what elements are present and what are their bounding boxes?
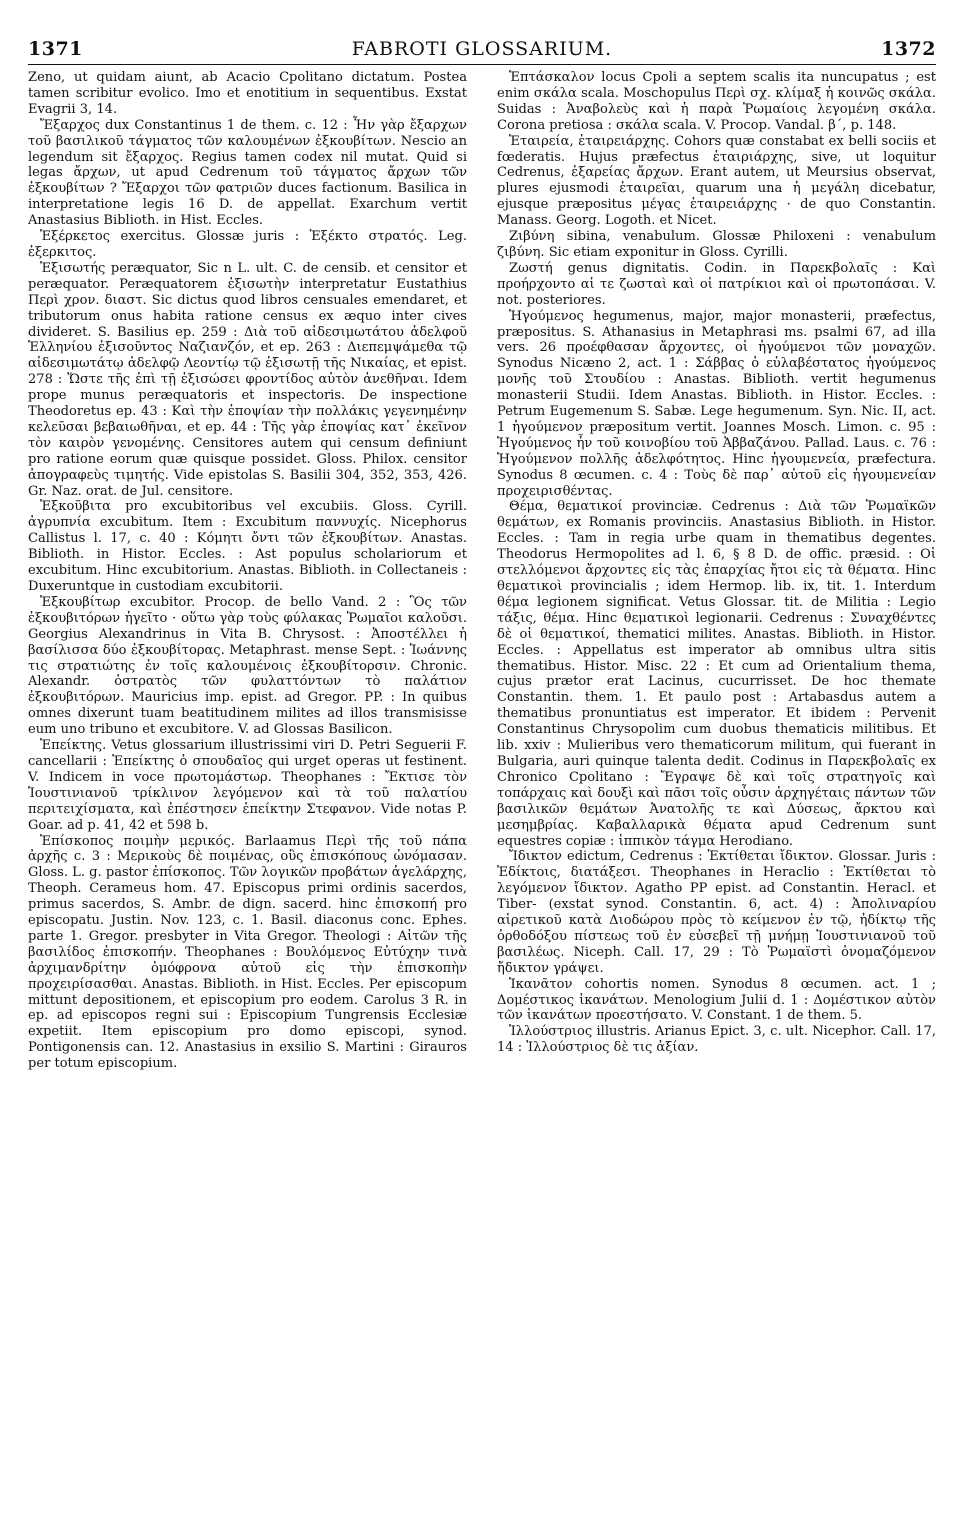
running-title: FABROTI GLOSSARIUM. [351,38,613,60]
page-number-left: 1371 [28,38,83,60]
entry-paragraph: Ἑταιρεία, ἑταιρειάρχης. Cohors quæ constabat ex belli sociis et fœderatis. Hujus præfectus ἑταιριάρχης, sive, ut loquitur Cedrenus, ἐξαρείας ἄρχων. Erant autem, ut Meursius observat, plures ejusmodi ἑταιρεῖαι, quarum una ἡ μεγάλη dicebatur, ejusque præpositus μέγας ἑταιρειάρχης · de quo Constantin. Manass. Georg. Logoth. et Nicet. [497,133,936,229]
right-column [497,70,936,1526]
entry-paragraph: Ἰλλούστριος illustris. Arianus Epict. 3, c. ult. Nicephor. Call. 17, 14 : Ἰλλούστριος δὲ τις ἀξίαν. [497,1024,936,1056]
page-header [28,26,936,65]
page-number-right: 1372 [881,38,936,60]
entry-paragraph: Ζωστή genus dignitatis. Codin. in Παρεκβολαῖς : Καὶ προήρχοντο αἱ τε ζωσταὶ καὶ οἱ πατρίκιοι καὶ οἱ πρωτοπάσαι. V. not. posteriores. [497,260,936,308]
entry-paragraph: Ἐπείκτης. Vetus glossarium illustrissimi viri D. Petri Seguerii F. cancellarii : Ἐπείκτης ὁ σπουδαῖος qui urget operas ut festinent. V. Indicem in voce πρωτομάστωρ. Theophanes : Ἔκτισε τὸν Ἰουστινιανοῦ τρίκλινον λεγόμενον καὶ τὰ τοῦ παλατίου περιτειχίσματα, καὶ ἐπέστησεν ἐπείκτην Στεφανον. Vide notas P. Goar. ad p. 41, 42 et 598 b. [28,738,467,833]
entry-paragraph: Ἐξκοῦβιτα pro excubitoribus vel excubiis. Gloss. Cyrill. ἀγρυπνία excubitum. Item : Excubitum παννυχίς. Nicephorus Callistus l. 17, c. 40 : Κόμητι ὄντι τῶν ἐξκουβίτων. Anastas. Biblioth. in Histor. Eccles. : Ast populus scholariorum et excubitum. Hinc excubitorium. Anastas. Biblioth. in Collectaneis : Duxeruntque in custodiam excubitorii. [28,499,467,594]
entry-paragraph: Ἡγούμενος hegumenus, major, major monasterii, præfectus, præpositus. S. Athanasius in Metaphrasi ms. psalmi 67, ad illa vers. 26 προέφθασαν ἄρχοντες, οἱ ἡγούμενοι τῶν μοναχῶν. Synodus Nicæno 2, act. 1 : Σάββας ὁ εὐλαβέστατος ἡγούμενος μονῆς τοῦ Στουδίου : Anastas. Biblioth. vertit hegumenus monasterii Studii. Idem Anastas. Biblioth. in Histor. Eccles. : Petrum Eugemenum S. Sabæ. Lege hegumenum. Syn. Nic. II, act. 1 ἡγούμενον præpositum vertit. Joannes Mosch. Limon. c. 95 : Ἡγούμενος ἦν τοῦ κοινοβίου τοῦ Ἀββαζάνου. Pallad. Laus. c. 76 : Ἡγούμενον πολλῆς ἀδελφότητος. Hinc ἡγουμενεία, præfectura. Synodus 8 œcumen. c. 4 : Τοὺς δὲ παρ᾽ αὐτοῦ εἰς ἡγουμενείαν προχειρισθέντας. [497,308,936,499]
entry-paragraph: Ἐξκουβίτωρ excubitor. Procop. de bello Vand. 2 : Ὃς τῶν ἐξκουβιτόρων ἡγεῖτο · οὕτω γὰρ τοὺς φύλακας Ῥωμαῖοι καλοῦσι. Georgius Alexandrinus in Vita B. Chrysost. : Ἀποστέλλει ἡ βασίλισσα δύο ἐξκουβίτορας. Metaphrast. mense Sept. : Ἰωάννης τις στρατιώτης ἐν τοῖς καλουμένοις ἐξκουβίτορσιν. Chronic. Alexandr. ὀστρατὸς τῶν φυλαττόντων τὸ παλάτιον ἐξκουβιτόρων. Mauricius imp. epist. ad Gregor. PP. : In quibus omnes dixerunt tuam beatitudinem milites ad illos transmisisse eum uno tribuno et excubitore. V. ad Glossas Basilicon. [28,594,467,738]
entry-paragraph: Ζιβύνη sibina, venabulum. Glossæ Philoxeni : venabulum ζιβύνη. Sic etiam exponitur in Gloss. Cyrilli. [497,229,936,260]
entry-paragraph: Ἐξισωτής peræquator, Sic n L. ult. C. de censib. et censitor et peræquator. Peræquatorem ἐξισωτὴν interpretatur Eustathius Περὶ χρον. διαστ. Sic dictus quod libros censuales emendaret, et tributorum onus habita ratione census ex æquo inter cives divideret. S. Basilius ep. 259 : Διὰ τοῦ αἰδεσιμωτάτου ἀδελφοῦ Ἑλληνίου ἐξισοῦντος Ναζιανζόν, et ep. 263 : Διεπεμψάμεθα τῷ αἰδεσιμωτάτῳ ἀδελφῷ Λεοντίῳ τῷ ἐξισωτῇ τῆς Νικαίας, et epist. 278 : Ὥστε τῆς ἐπὶ τῇ ἐξισώσει φροντίδος αὐτὸν ἀνεθῆναι. Idem prope munus peræquatoris et inspectoris. De inspectione Theodoretus ep. 43 : Καὶ τὴν ἐποψίαν τὴν πολλάκις γεγενημένην κελεῦσαι βεβαιωθῆναι, et ep. 44 : Τῆς γὰρ ἐποψίας κατ᾽ ἐκεῖνον τὸν καιρὸν γενομένης. Censitores autem qui censum definiunt pro ratione eorum quæ quisque possidet. Gloss. Philox. censitor ἀπογραφεὺς τιμητής. Vide epistolas S. Basilii 304, 352, 353, 426. Gr. Naz. orat. de Jul. censitore. [28,260,467,499]
entry-paragraph: Ἴδικτον edictum, Cedrenus : Ἐκτίθεται ἴδικτον. Glossar. Juris : Ἐδίκτοις, διατάξεσι. Theophanes in Heraclio : Ἐκτίθεται τὸ λεγόμενον ἴδικτον. Agatho PP epist. ad Constantin. Heracl. et Tiber- (exstat synod. Constantin. 6, act. 4) : Ἀπολιναρίου αἱρετικοῦ κατὰ Διοδώρου πρὸς τὸ κείμενον ἐν τῷ, ἠδίκτῳ τῆς ὀρθοδόξου πίστεως τοῦ ἐν εὐσεβεῖ τῇ μνήμῃ Ἰουστινιανοῦ τοῦ βασιλέως. Niceph. Call. 17, 29 : Τὸ Ῥωμαϊστὶ ὀνομαζόμενον ἤδικτον γράψει. [497,849,936,976]
left-column [28,70,467,1526]
entry-paragraph: Zeno, ut quidam aiunt, ab Acacio Cpolitano dictatum. Postea tamen scribitur evolico. Imo et enotitium in sequentibus. Exstat Evagrii 3, 14. [28,70,467,117]
entry-paragraph: Ἑπτάσκαλον locus Cpoli a septem scalis ita nuncupatus ; est enim σκάλα scala. Moschopulus Περὶ σχ. κλίμαξ ἡ κοινῶς σκάλα. Suidas : Ἀναβολεὺς καὶ ἡ παρὰ Ῥωμαίοις λεγομένη σκάλα. Corona pretiosa : σκάλα scala. V. Procop. Vandal. β΄, p. 148. [497,70,936,133]
entry-paragraph: Ἔξαρχος dux Constantinus 1 de them. c. 12 : Ἦν γὰρ ἔξαρχων τοῦ βασιλικοῦ τάγματος τῶν καλουμένων ἐξκουβίτων. Nescio an legendum sit ἔξαρχος. Regius tamen codex nil mutat. Quid si legas ἄρχων, ut apud Cedrenum τοῦ τάγματος ἄρχων τῶν ἐξκουβίτων ? Ἔξαρχοι τῶν φατριῶν duces factionum. Basilica in interpretatione legis 16 D. de appellat. Exarchum vertit Anastasius Biblioth. in Hist. Eccles. [28,117,467,229]
entry-paragraph: Θέμα, θεματικοί provinciæ. Cedrenus : Διὰ τῶν Ῥωμαϊκῶν θεμάτων, ex Romanis provinciis. Anastasius Biblioth. in Histor. Eccles. : Tam in regia urbe quam in thematibus degentes. Theodorus Hermopolites ad l. 6, § 8 D. de offic. præsid. : Οἱ στελλόμενοι ἄρχοντες εἰς τὰς ἐπαρχίας ἤτοι εἰς τὰ θέματα. Hinc θεματικοὶ provincialis ; idem Hermop. lib. ix, tit. 1. Interdum θέμα legionem significat. Vetus Glossar. tit. de Militia : Legio τάξις, θέμα. Hinc θεματικοὶ legionarii. Cedrenus : Συναχθέντες δὲ οἱ θεματικοί, thematici milites. Anastas. Biblioth. in Histor. Eccles. : Appellatus est imperator ab omnibus ultra sitis thematibus. Histor. Misc. 22 : Et cum ad Orientalium thema, cujus prætor erat Lacinus, cucurrisset. De hoc themate Constantin. them. 1. Et paulo post : Artabasdus autem a thematibus pronuntiatus est imperator. Et ibidem : Pervenit Constantinus Chrysopolim cum duobus thematicis militibus. Et lib. xxiv : Mulieribus vero thematicorum militum, qui fuerant in Bulgaria, auri quinque talenta dedit. Codinus in Παρεκβολαῖς ex Chronico Cpolitano : Ἔγραψε δὲ καὶ τοῖς στρατηγοῖς καὶ τοπάρχαις καὶ δουξὶ καὶ πᾶσι τοῖς οὖσιν ἀρχηγέταις πάντων τῶν βασιλικῶν θεμάτων Ἀνατολῆς τε καὶ Δύσεως, ἄρκτου καὶ μεσημβρίας. Καβαλλαρικὰ θέματα apud Cedrenum sunt equestres copiæ : ἱππικὸν τάγμα Herodiano. [497,499,936,849]
entry-paragraph: Ἐπίσκοπος ποιμὴν μερικός. Barlaamus Περὶ τῆς τοῦ πάπα ἀρχῆς c. 3 : Μερικοὺς δὲ ποιμένας, οὓς ἐπισκόπους ὠνόμασαν. Gloss. L. g. pastor ἐπίσκοπος. Τῶν λογικῶν προβάτων ἀγελάρχης, Theoph. Cerameus hom. 47. Episcopus primi ordinis sacerdos, primus sacerdos, S. Ambr. de dign. sacerd. hinc ἐπισκοπή pro episcopatu. Justin. Nov. 123, c. 1. Basil. diaconus conc. Ephes. parte 1. Gregor. presbyter in Vita Gregor. Theologi : Αἰτῶν τῆς βασιλίδος ἐπισκοπήν. Theophanes : Βουλόμενος Εὐτύχην τινὰ ἀρχιμανδρίτην ὁμόφρονα αὐτοῦ εἰς τὴν ἐπισκοπὴν προχειρίσασθαι. Anastas. Biblioth. in Hist. Eccles. Per episcopum mittunt depositionem, et episcopium pro eodem. Carolus 3 R. in ep. ad episcopos regni sui : Episcopium Tungrensis Ecclesiæ expetiit. Item episcopium pro domo episcopi, synod. Pontigonensis can. 12. Anastasius in exsilio S. Martini : Girauros per totum episcopium. [28,833,467,1072]
entry-paragraph: Ἐξέρκετος exercitus. Glossæ juris : Ἐξέκτο στρατός. Leg. ἐξερκιτος. [28,229,467,260]
entry-paragraph: Ἱκανᾶτον cohortis nomen. Synodus 8 œcumen. act. 1 ; Δομέστικος ἱκανάτων. Menologium Julii d. 1 : Δομέστικον αὐτὸν τῶν ἱκανάτων προεστήσατο. V. Constant. 1 de them. 5. [497,976,936,1024]
text-columns [28,70,936,1526]
